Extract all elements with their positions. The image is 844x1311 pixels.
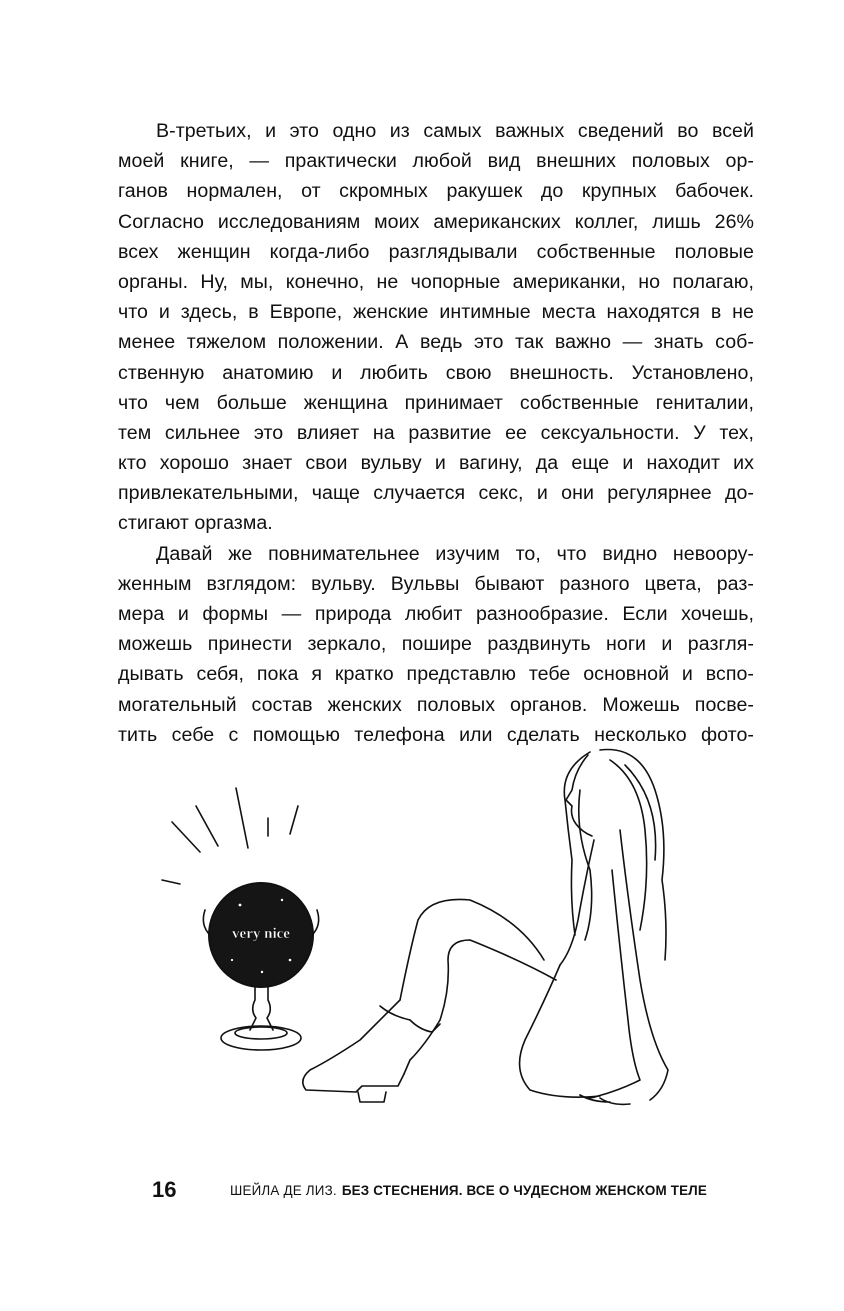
body-text xyxy=(118,116,754,750)
text-line: всех женщин когда-либо разглядывали собственные половые xyxy=(118,240,754,263)
text-line: тем сильнее это влияет на развитие ее сексуальности. У тех, xyxy=(118,421,754,444)
text-line: органы. Ну, мы, конечно, не чопорные американки, но полагаю, xyxy=(118,270,754,293)
text-line: менее тяжелом положении. А ведь это так важно — знать соб- xyxy=(118,331,754,354)
text-line: женным взглядом: вульву. Вульвы бывают разного цвета, раз- xyxy=(118,572,754,595)
woman-figure xyxy=(303,750,668,1105)
mirror-caption: very nice xyxy=(232,926,290,942)
text-line: Давай же повнимательнее изучим то, что видно невоору- xyxy=(156,542,754,565)
sparkle-lines xyxy=(162,788,298,884)
mirror-glass xyxy=(209,883,313,987)
text-line: моей книге, — практически любой вид внешних половых ор- xyxy=(118,150,754,173)
text-line: Согласно исследованиям моих американских коллег, лишь 26% xyxy=(118,210,754,233)
running-head-author: ШЕЙЛА ДЕ ЛИЗ. xyxy=(230,1182,337,1198)
text-line: В-третьих, и это одно из самых важных сведений во всей xyxy=(156,120,754,142)
text-line: могательный состав женских половых органов. Можешь посве- xyxy=(118,693,754,716)
text-line: можешь принести зеркало, пошире раздвинуть ноги и разгля- xyxy=(118,633,754,656)
text-line: дывать себя, пока я кратко представлю тебе основной и вспо- xyxy=(118,663,754,686)
text-line: что и здесь, в Европе, женские интимные места находятся в не xyxy=(118,301,754,324)
text-line: что чем больше женщина принимает собственные гениталии, xyxy=(118,391,754,414)
running-head xyxy=(230,1183,707,1198)
page-number: 16 xyxy=(152,1177,177,1202)
text-line: ганов нормален, от скромных ракушек до крупных бабочек. xyxy=(118,180,754,203)
text-line: кто хорошо знает свои вульву и вагину, да еще и находит их xyxy=(118,452,754,475)
illustration-woman-mirror xyxy=(150,740,710,1120)
text-line: ственную анатомию и любить свою внешность. Установлено, xyxy=(118,361,754,384)
running-head-title: БЕЗ СТЕСНЕНИЯ. ВСЕ О ЧУДЕСНОМ ЖЕНСКОМ ТЕЛЕ xyxy=(341,1182,708,1198)
text-line: тить себе с помощью телефона или сделать несколько фото- xyxy=(118,723,754,746)
page-footer xyxy=(152,1175,707,1205)
text-line: мера и формы — природа любит разнообразие. Если хочешь, xyxy=(118,603,754,625)
text-line: привлекательными, чаще случается секс, и они регулярнее до- xyxy=(118,482,754,505)
text-line: стигают оргазма. xyxy=(118,512,273,535)
